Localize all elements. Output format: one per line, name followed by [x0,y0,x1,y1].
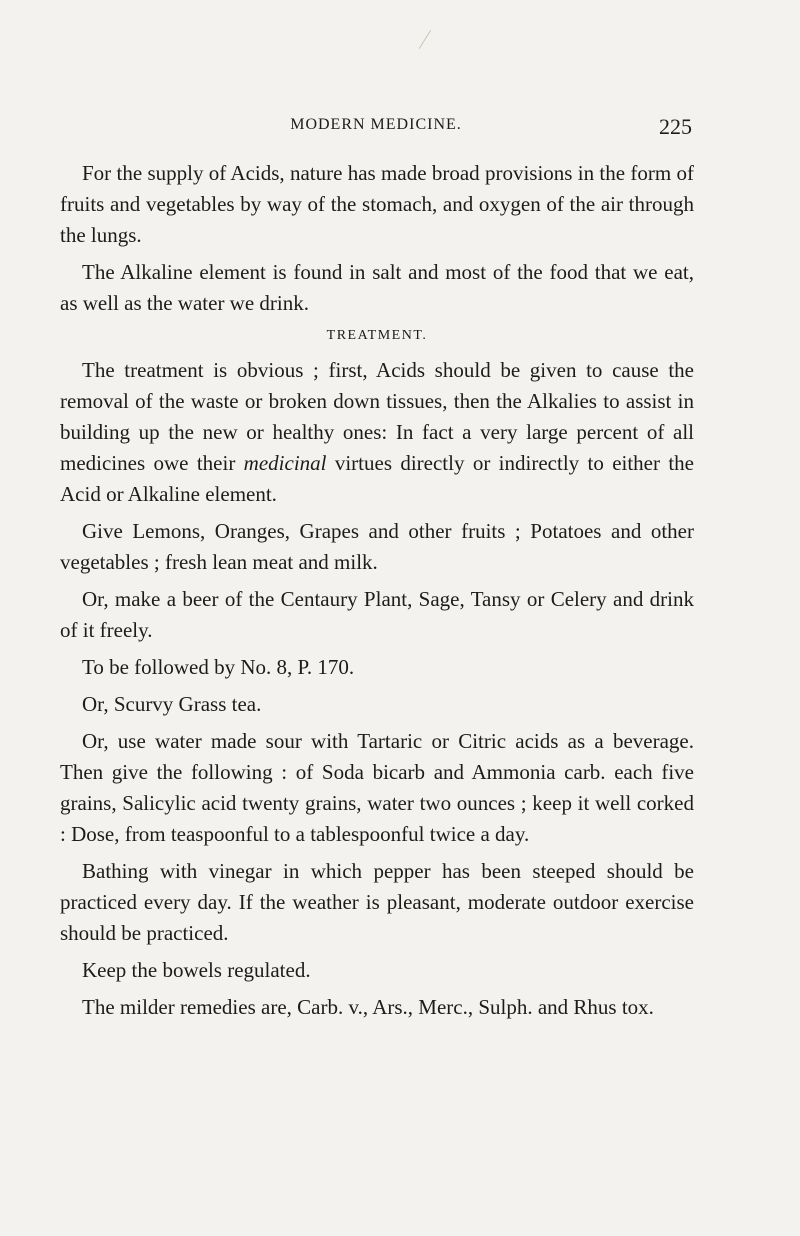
paragraph-sour-water: Or, use water made sour with Tartaric or Citric acids as a beverage. Then give the following : of Soda bicarb and Ammonia carb. each five grains, Salicylic acid twenty grains, water two ounces ; keep it well corked : Dose, from teaspoonful to a tablespoonful twice a day. [60,729,694,846]
paragraph-scurvy-grass: Or, Scurvy Grass tea. [82,692,262,716]
paragraph-treatment [60,355,694,510]
paragraph-give-fruits: Give Lemons, Oranges, Grapes and other fruits ; Potatoes and other vegetables ; fresh lean meat and milk. [60,519,694,574]
paragraph-alkaline-element: The Alkaline element is found in salt and most of the food that we eat, as well as the water we drink. [60,260,694,315]
page-body [60,158,694,1029]
paragraph-milder-remedies: The milder remedies are, Carb. v., Ars., Merc., Sulph. and Rhus tox. [82,995,654,1019]
paragraph-centaury-beer: Or, make a beer of the Centaury Plant, Sage, Tansy or Celery and drink of it freely. [60,587,694,642]
running-head: MODERN MEDICINE. [290,116,462,133]
paragraph-bathing: Bathing with vinegar in which pepper has been steeped should be practiced every day. If the weather is pleasant, moderate outdoor exercise should be practiced. [60,859,694,945]
page-header [60,114,692,144]
page-number: 225 [659,114,692,139]
section-heading-treatment: TREATMENT. [326,328,428,343]
treatment-text-b: virtues directly or indirectly to either the Acid or Alkaline element. [60,451,694,506]
paragraph-acids-supply: For the supply of Acids, nature has made broad provisions in the form of fruits and vegetables by way of the stomach, and oxygen of the air through the lungs. [60,161,694,247]
paragraph-followed-by: To be followed by No. 8, P. 170. [82,655,355,679]
paper-mark [419,30,437,52]
treatment-text-a: The treatment is obvious ; first, Acids should be given to cause the removal of the waste or broken down tissues, then the Alkalies to assist in building up the new or healthy ones: In fact a very large percent of all medicines owe their [60,358,694,475]
treatment-italic-word: medicinal [243,451,327,475]
paragraph-bowels: Keep the bowels regulated. [82,958,311,982]
